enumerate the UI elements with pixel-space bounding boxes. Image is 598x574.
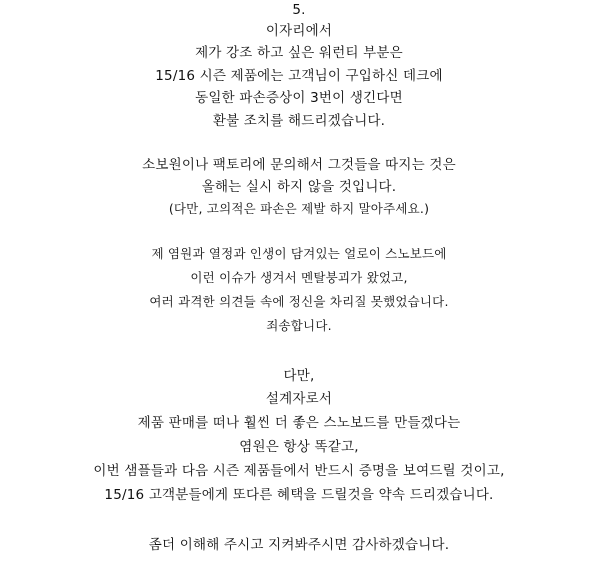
text-line: 이자리에서 [265, 23, 333, 39]
text-line: 제품 판매를 떠나 훨씬 더 좋은 스노보드를 만들겠다는 [137, 415, 461, 431]
text-line: 좀더 이해해 주시고 지켜봐주시면 감사하겠습니다. [148, 537, 450, 553]
text-line: 다만, [283, 368, 315, 384]
text-line: 환불 조치를 해드리겠습니다. [212, 113, 386, 129]
text-line: 염원은 항상 똑같고, [239, 439, 359, 455]
text-line: 15/16 시즌 제품에는 고객님이 구입하신 데크에 [155, 68, 443, 84]
text-line: 죄송합니다. [266, 318, 332, 333]
text-line: 설계자로서 [265, 391, 333, 407]
text-line: 이런 이슈가 생겨서 멘탈붕괴가 왔었고, [190, 270, 408, 285]
text-line: 동일한 파손증상이 3번이 생긴다면 [195, 90, 403, 106]
text-line: 이번 샘플들과 다음 시즌 제품들에서 반드시 증명을 보여드릴 것이고, [93, 463, 505, 479]
text-line: 제가 강조 하고 싶은 워런티 부분은 [195, 45, 403, 61]
section-number: 5. [292, 2, 306, 18]
text-line: (다만, 고의적은 파손은 제발 하지 말아주세요.) [168, 201, 430, 216]
text-line: 여러 과격한 의견들 속에 정신을 차리질 못했었습니다. [149, 294, 449, 309]
text-line: 올해는 실시 하지 않을 것입니다. [201, 179, 397, 195]
text-line: 소보원이나 팩토리에 문의해서 그것들을 따지는 것은 [142, 157, 456, 173]
text-line: 제 염원과 열정과 인생이 담겨있는 얼로이 스노보드에 [151, 246, 447, 261]
text-line: 15/16 고객분들에게 또다른 혜택을 드릴것을 약속 드리겠습니다. [104, 487, 494, 503]
